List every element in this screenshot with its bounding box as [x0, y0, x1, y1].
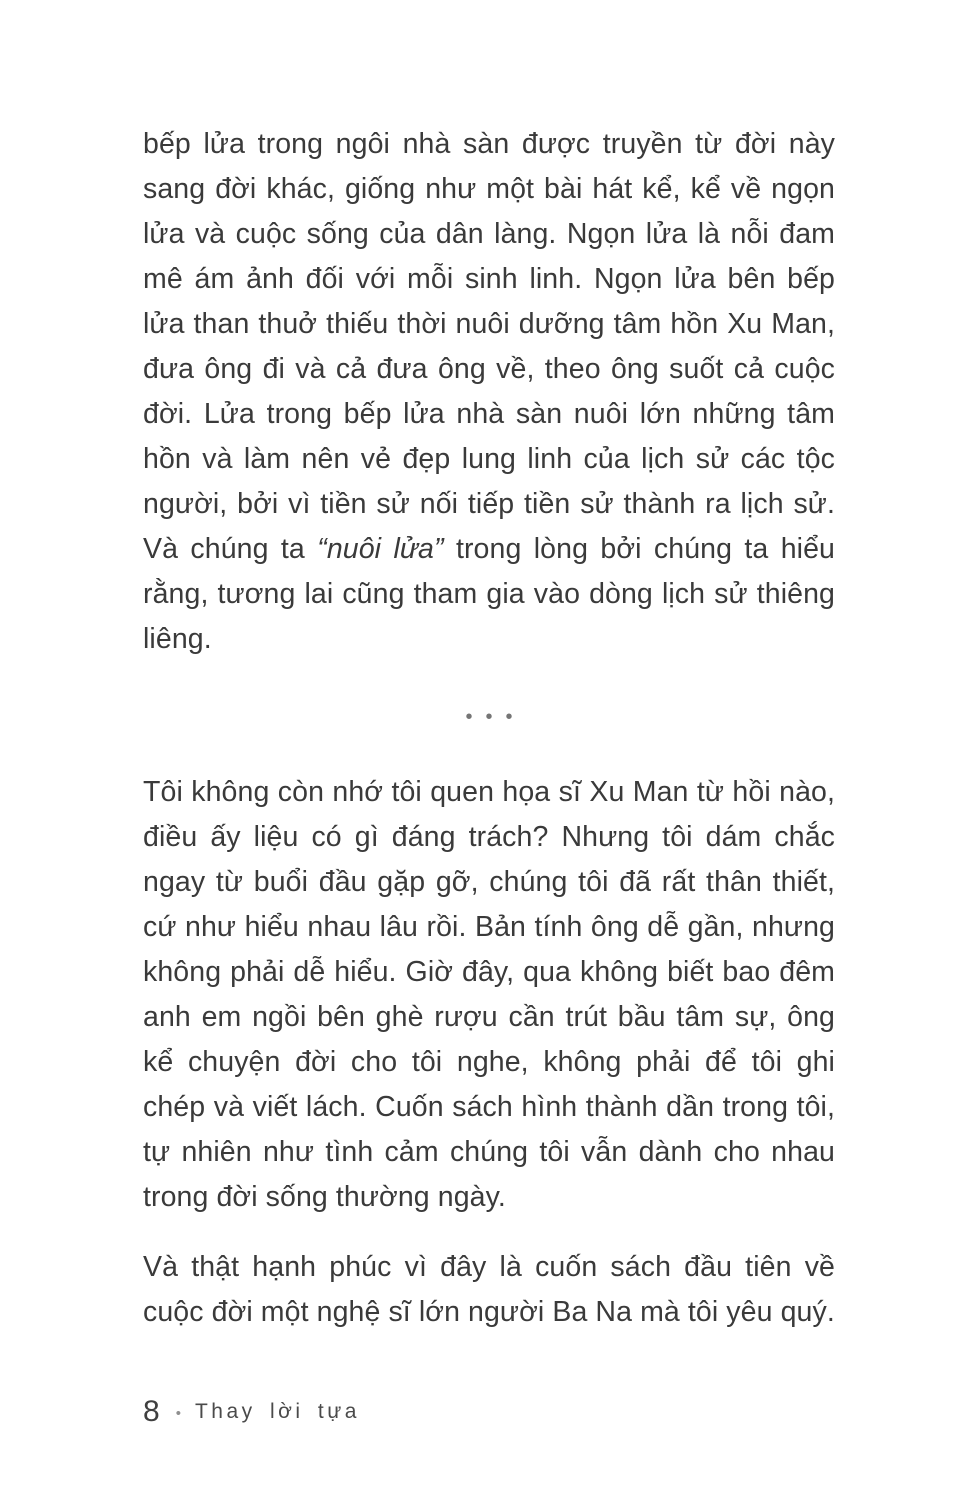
paragraph-1-text-before-quote: bếp lửa trong ngôi nhà sàn được truyền từ đời này sang đời khác, giống như một bài hát kể, kể về ngọn lửa và cuộc sống của dân làng. Ngọn lửa là nỗi đam mê ám ảnh đối với mỗi sinh linh. Ngọn lửa bên bếp lửa than thuở thiếu thời nuôi dưỡng tâm hồn Xu Man, đưa ông đi và cả đưa ông về, theo ông suốt cả cuộc đời. Lửa trong bếp lửa nhà sàn nuôi lớn những tâm hồn và làm nên vẻ đẹp lung linh của lịch sử các tộc người, bởi vì tiền sử nối tiếp tiền sử thành ra lịch sử. Và chúng ta	[143, 128, 835, 565]
paragraph-2: Tôi không còn nhớ tôi quen họa sĩ Xu Man từ hồi nào, điều ấy liệu có gì đáng trách? Nhưng tôi dám chắc ngay từ buổi đầu gặp gỡ, chúng tôi đã rất thân thiết, cứ như hiểu nhau lâu rồi. Bản tính ông dễ gần, nhưng không phải dễ hiểu. Giờ đây, qua không biết bao đêm anh em ngồi bên ghè rượu cần trút bầu tâm sự, ông kể chuyện đời cho tôi nghe, không phải để tôi ghi chép và viết lách. Cuốn sách hình thành dần trong tôi, tự nhiên như tình cảm chúng tôi vẫn dành cho nhau trong đời sống thường ngày.	[143, 776, 835, 1213]
footer-bullet-icon: •	[175, 1404, 181, 1422]
paragraph-1-text-after-quote: trong lòng bởi chúng ta hiểu rằng, tương lai cũng tham gia vào dòng lịch sử thiêng liêng.	[143, 533, 835, 655]
paragraph-1-quoted-phrase: “nuôi lửa”	[317, 533, 444, 565]
section-title: Thay lời tựa	[194, 1400, 360, 1423]
paragraph-3: Và thật hạnh phúc vì đây là cuốn sách đầu tiên về cuộc đời một nghệ sĩ lớn người Ba Na mà tôi yêu quý.	[143, 1251, 835, 1328]
page-footer	[143, 1395, 835, 1429]
page-number: 8	[143, 1395, 160, 1428]
section-separator-dots: •••	[465, 706, 526, 728]
paragraph-1	[143, 122, 835, 662]
